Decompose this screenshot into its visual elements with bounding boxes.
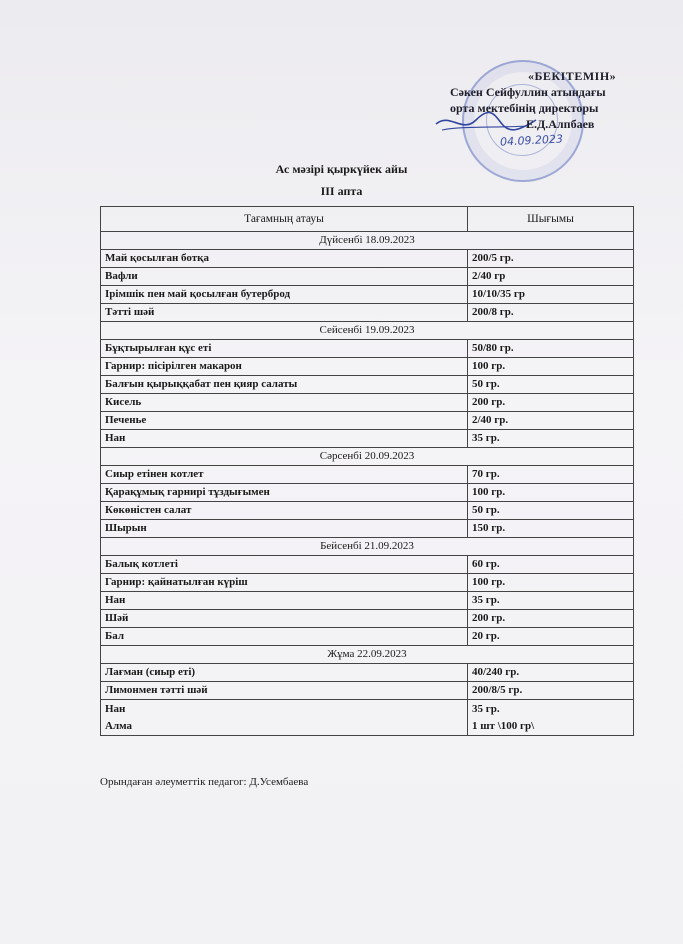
table-row	[101, 394, 634, 412]
day-row	[101, 646, 634, 664]
table-row	[101, 466, 634, 484]
dish-name: Сиыр етінен котлет	[101, 466, 468, 484]
dish-yield: 2/40 гр	[468, 268, 634, 286]
dish-yield: 200 гр.	[468, 610, 634, 628]
dish-name: Вафли	[101, 268, 468, 286]
dish-yield: 20 гр.	[468, 628, 634, 646]
dish-yield: 50 гр.	[468, 502, 634, 520]
dish-name: Кисель	[101, 394, 468, 412]
dish-yield: 100 гр.	[468, 484, 634, 502]
dish-yield: 50 гр.	[468, 376, 634, 394]
table-row	[101, 610, 634, 628]
approval-school: Сәкен Сейфуллин атындағы	[450, 85, 606, 99]
table-row	[101, 700, 634, 736]
dish-yield: 50/80 гр.	[468, 340, 634, 358]
day-label: Бейсенбі 21.09.2023	[101, 538, 634, 556]
table-header-row	[101, 207, 634, 232]
approval-block	[450, 68, 660, 132]
table-row	[101, 358, 634, 376]
table-row	[101, 628, 634, 646]
menu-table-body	[101, 232, 634, 736]
dish-yield: 2/40 гр.	[468, 412, 634, 430]
table-row	[101, 556, 634, 574]
dish-yield: 35 гр.	[472, 703, 500, 715]
dish-yield: 10/10/35 гр	[468, 286, 634, 304]
table-row	[101, 682, 634, 700]
dish-yield: 100 гр.	[468, 574, 634, 592]
day-row	[101, 232, 634, 250]
dish-name: Гарнир: пісірілген макарон	[101, 358, 468, 376]
approval-director-name: Е.Д.Алпбаев	[526, 117, 595, 131]
dish-yield: 70 гр.	[468, 466, 634, 484]
header-yield: Шығымы	[468, 207, 634, 232]
dish-name: Шырын	[101, 520, 468, 538]
dish-yield-cell	[468, 700, 634, 736]
dish-name: Алма	[105, 720, 133, 732]
handwritten-date: 04.09.2023	[499, 132, 564, 149]
dish-yield: 1 шт \100 гр\	[472, 720, 535, 732]
dish-name: Ірімшік пен май қосылған бутерброд	[101, 286, 468, 304]
dish-yield: 200/8/5 гр.	[468, 682, 634, 700]
dish-name: Печенье	[101, 412, 468, 430]
table-row	[101, 592, 634, 610]
dish-name: Қарақұмық гарнирі тұздығымен	[101, 484, 468, 502]
dish-yield: 200 гр.	[468, 394, 634, 412]
day-label: Сейсенбі 19.09.2023	[101, 322, 634, 340]
table-row	[101, 484, 634, 502]
table-row	[101, 664, 634, 682]
table-row	[101, 574, 634, 592]
menu-table	[100, 206, 634, 736]
table-row	[101, 304, 634, 322]
dish-yield: 60 гр.	[468, 556, 634, 574]
dish-name-cell	[101, 700, 468, 736]
table-row	[101, 286, 634, 304]
dish-yield: 200/5 гр.	[468, 250, 634, 268]
header-dish-name: Тағамның атауы	[101, 207, 468, 232]
day-row	[101, 538, 634, 556]
dish-name: Бұқтырылған құс еті	[101, 340, 468, 358]
dish-name: Лимонмен тәтті шәй	[101, 682, 468, 700]
dish-name: Нан	[105, 703, 126, 715]
dish-name: Балық котлеті	[101, 556, 468, 574]
approval-heading: «БЕКІТЕМІН»	[528, 69, 617, 83]
dish-yield: 40/240 гр.	[468, 664, 634, 682]
approval-position: орта мектебінің директоры	[450, 101, 599, 115]
dish-yield: 100 гр.	[468, 358, 634, 376]
table-row	[101, 376, 634, 394]
dish-name: Балғын қырыққабат пен қияр салаты	[101, 376, 468, 394]
table-row	[101, 412, 634, 430]
dish-name: Нан	[101, 430, 468, 448]
dish-name: Тәтті шәй	[101, 304, 468, 322]
dish-name: Гарнир: қайнатылған күріш	[101, 574, 468, 592]
dish-yield: 35 гр.	[468, 592, 634, 610]
dish-name: Май қосылған ботқа	[101, 250, 468, 268]
dish-name: Лағман (сиыр еті)	[101, 664, 468, 682]
table-row	[101, 430, 634, 448]
table-row	[101, 268, 634, 286]
dish-name: Шәй	[101, 610, 468, 628]
table-row	[101, 340, 634, 358]
day-row	[101, 448, 634, 466]
dish-yield: 35 гр.	[468, 430, 634, 448]
table-row	[101, 520, 634, 538]
dish-name: Бал	[101, 628, 468, 646]
day-label: Дүйсенбі 18.09.2023	[101, 232, 634, 250]
day-row	[101, 322, 634, 340]
table-row	[101, 250, 634, 268]
dish-name: Нан	[101, 592, 468, 610]
day-label: Жұма 22.09.2023	[101, 646, 634, 664]
dish-yield: 200/8 гр.	[468, 304, 634, 322]
day-label: Сәрсенбі 20.09.2023	[101, 448, 634, 466]
menu-week: III апта	[320, 184, 363, 198]
menu-title: Ас мәзірі қыркүйек айы	[275, 162, 408, 176]
dish-yield: 150 гр.	[468, 520, 634, 538]
footer-prepared-by: Орындаған әлеуметтік педагог: Д.Усембаева	[100, 776, 309, 788]
dish-name: Көкөністен салат	[101, 502, 468, 520]
table-row	[101, 502, 634, 520]
